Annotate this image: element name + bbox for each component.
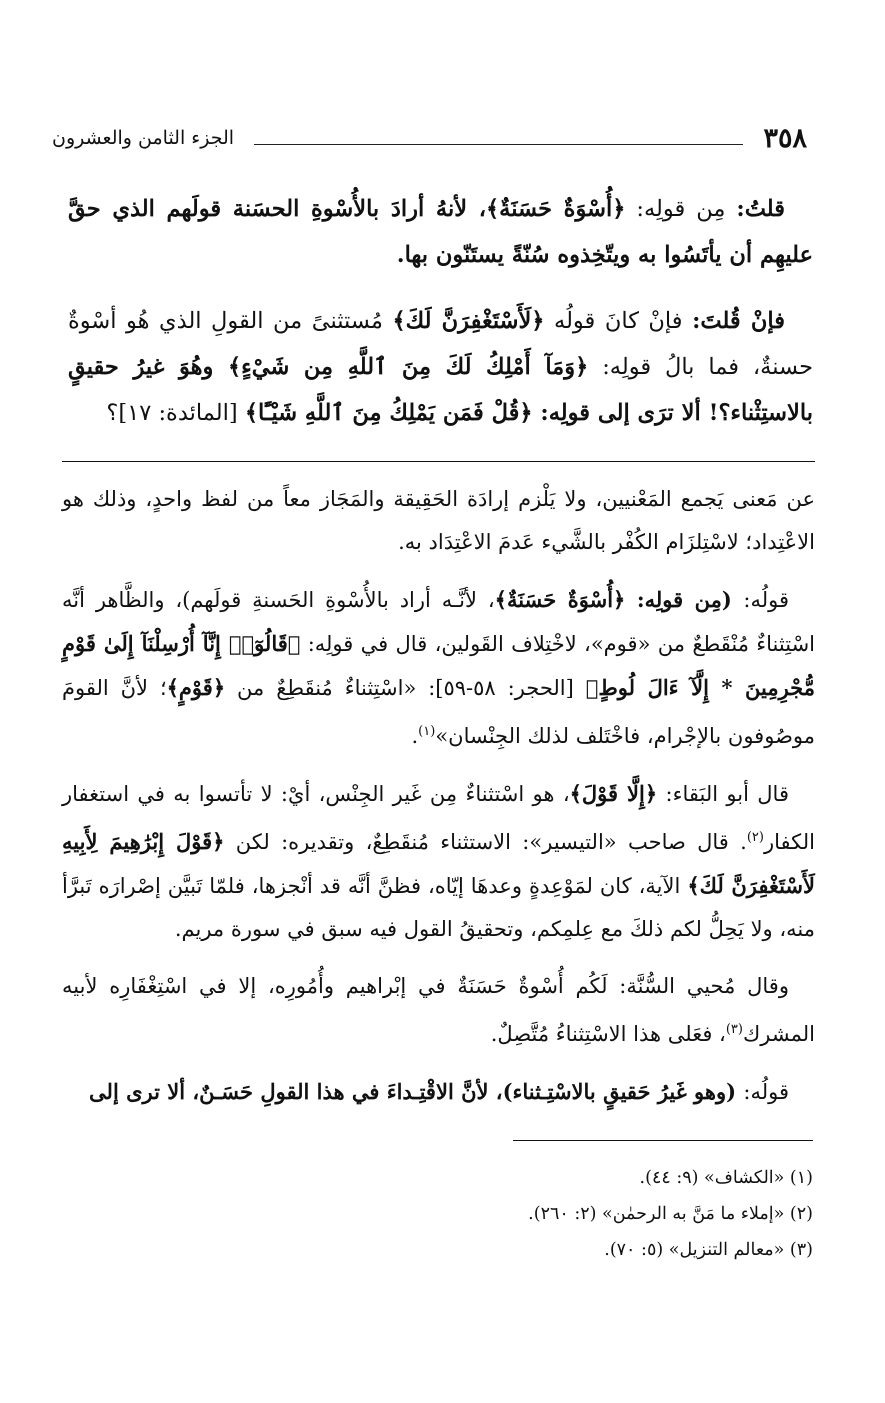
quran-quote: ﴿قَوْمٍ﴾ (166, 675, 226, 700)
paragraph-lead: قلتُ: (736, 196, 785, 222)
text-run: ؛ لأنَّ القومَ موصُوفون بالإجْرام، فاخْتَلف لذلك الجِنْسان» (62, 676, 815, 748)
footnote: (٢) «إملاء ما مَنَّ به الرحمٰن» (٢: ٢٦٠). (528, 1204, 813, 1224)
paragraph-lead: قولُه: (743, 588, 789, 612)
text-run-bold: وهُوَ غيرُ حقيقٍ بالاستِثْناء؟! ألا ترَى إلى قولِه: (68, 354, 813, 426)
commentary-paragraph: عن مَعنى يَجمع المَعْنيين، ولا يَلْزم إرادَة الحَقِيقة والمَجَاز معاً من لفظ واحدٍ، وذلك هو الاعْتِداد؛ لاسْتِلزَام الكُفْر بالشَّيء عَدمَ الاعْتِدَاد به. (62, 487, 815, 554)
footnote-ref[interactable]: (٢) (746, 830, 764, 845)
text-run: مِن قولِه: (625, 196, 737, 222)
text-run: وقال مُحيي السُّنَّة: لَكُم أُسْوةٌ حَسَنَةٌ في إبْراهيم وأُمُورِه، إلا في اسْتِغْفَارِه لأبيه المشرك (62, 974, 815, 1046)
quran-quote: ﴿لَأَسْتَغْفِرَنَّ لَكَ﴾ (392, 308, 545, 334)
text-run: [الحجر: ٥٨-٥٩]: «اسْتِثناءٌ مُنقَطِعٌ من (225, 676, 586, 700)
text-run-bold: (وهو غَيرُ حَقيقٍ بالاسْتِـثناء)، لأنَّ الاقْتِـداءَ في هذا القولِ حَسَـنٌ، ألا ترى إلى (89, 1079, 744, 1104)
text-run: . قال صاحب «التيسير»: الاستثناء مُنقَطِعٌ، وتقديره: لكن (224, 830, 747, 854)
quran-quote: ﴿قَوْلَ إِبْرَٰهِيمَ لِأَبِيهِ لَأَسْتَغْفِرَنَّ لَكَ﴾ (62, 829, 815, 898)
text-run-bold: ، لأنهُ أرادَ بالأُسْوةِ الحسَنة قولَهم الذي حقَّ عليهِم أن يأتَسُوا به ويتّخِذوه سُنّةً يستَنّون بها. (68, 196, 813, 268)
page-number: ٣٥٨ (763, 122, 807, 154)
quran-quote: ﴿قُلْ فَمَن يَمْلِكُ مِنَ ٱللَّهِ شَيْـًٔا﴾ (244, 400, 533, 426)
text-run: فإنْ كانَ قولُه (544, 308, 693, 334)
text-run: ، هو اسْتثناءٌ مِن غَير الجِنْس، أيْ: لا تأتسوا به في استغفار الكفار (62, 782, 815, 854)
quran-quote: ﴿إِلَّا قَوْلَ﴾ (569, 781, 658, 806)
text-run: ، لأنَّـه أراد بالأُسْوةِ الحَسنةِ قولَهم)، والظَّاهر أنَّه اسْتِثناءٌ مُنْقَطعٌ من «قوم»، لاخْتِلاف القَولين، قال في قولِه: (62, 588, 815, 656)
quran-quote: ﴿أُسْوَةٌ حَسَنَةٌ﴾ (486, 196, 626, 222)
text-run: قال أبو البَقاء: (657, 782, 789, 806)
main-paragraph (68, 186, 813, 278)
header-rule (254, 144, 743, 145)
text-run: . (411, 724, 419, 748)
quran-quote: ﴿أُسْوَةٌ حَسَنَةٌ﴾ (494, 587, 626, 612)
text-run: الآية، كان لمَوْعِدةٍ وعدهَا إيّاه، فظنَّ أنَّه قد أنْجزها، فلمّا تَبيَّن إصْرارَه تَبرَّأ منه، ولا يَحِلُّ لكم ذلكَ مع عِلمِكم، وتحقيقُ القول فيه سبق في سورة مريم. (62, 874, 815, 941)
commentary-paragraph (62, 1070, 815, 1114)
paragraph-lead: فإنْ قُلتَ: (692, 308, 785, 334)
text-run: مُستثنىً من القولِ الذي هُو أسْوةٌ حسنةٌ، فما بالُ قولِه: (68, 308, 813, 380)
footnote-separator (513, 1140, 813, 1141)
commentary-paragraph (62, 578, 815, 758)
commentary-paragraph (62, 772, 815, 951)
quran-quote: ﴿قَالُوٓا۟ إِنَّآ أُرْسِلْنَآ إِلَىٰ قَوْمٍ مُّجْرِمِينَ * إِلَّآ ءَالَ لُوطٍ﴾ (62, 631, 815, 700)
commentary (62, 478, 815, 1128)
main-paragraph (68, 298, 813, 436)
footnote: (١) «الكشاف» (٩: ٤٤). (639, 1168, 813, 1188)
quran-quote: ﴿وَمَآ أَمْلِكُ لَكَ مِنَ ٱللَّهِ مِن شَيْءٍ﴾ (227, 354, 589, 380)
running-title: الجزء الثامن والعشرون (52, 127, 235, 149)
commentary-paragraph (62, 965, 815, 1056)
text-commentary-separator (62, 461, 815, 462)
text-run: [المائدة: ١٧]؟ (106, 400, 245, 426)
text-run: ، فعَلى هذا الاسْتِثناءُ مُتَّصِلٌ. (490, 1022, 726, 1046)
page-header (52, 118, 807, 158)
footnote-ref[interactable]: (٣) (725, 1022, 743, 1037)
main-text (68, 186, 813, 456)
footnote: (٣) «معالم التنزيل» (٥: ٧٠). (604, 1240, 813, 1260)
paragraph-lead: قولُه: (743, 1080, 789, 1104)
footnotes (200, 1160, 813, 1268)
footnote-ref[interactable]: (١) (418, 724, 436, 739)
text-run-bold: (مِن قولِه: (625, 587, 744, 612)
